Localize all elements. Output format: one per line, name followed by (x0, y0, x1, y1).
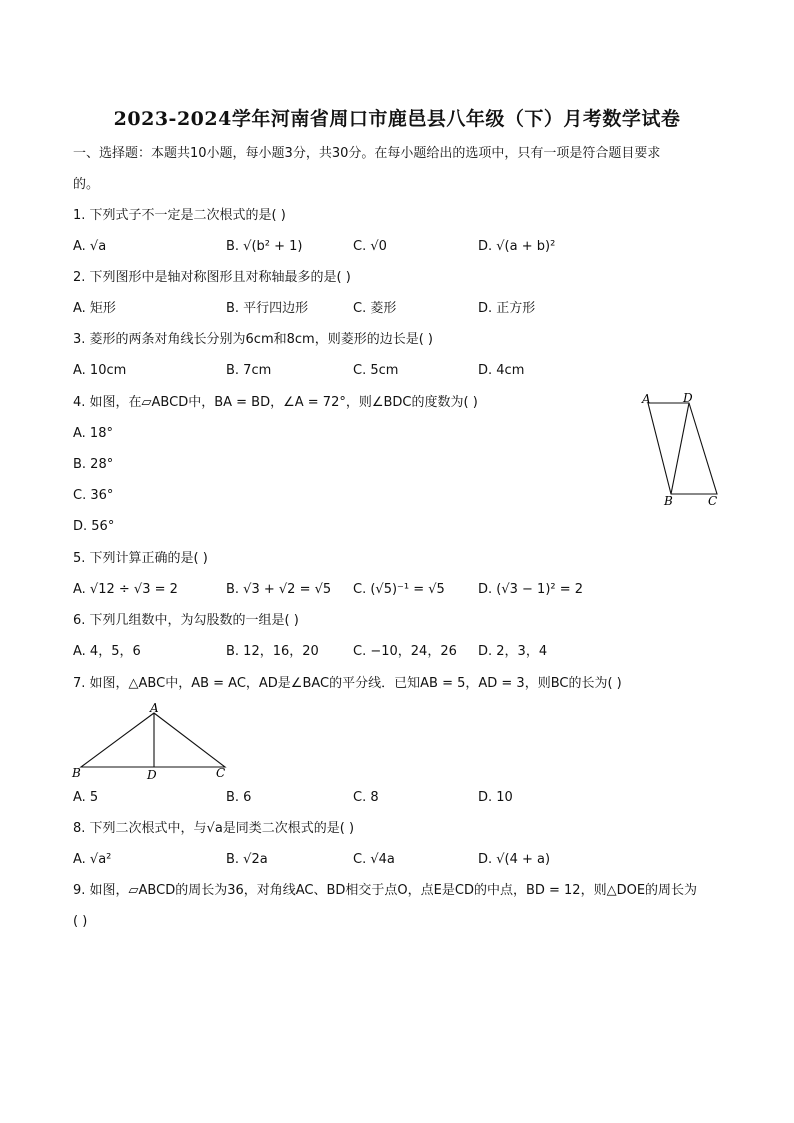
label-c: C (216, 766, 226, 780)
q4-option-a[interactable]: A. 18° (73, 426, 113, 441)
question-3-options (73, 361, 593, 381)
q6-option-c[interactable]: C. −10，24，26 (353, 644, 457, 659)
q4-option-b[interactable]: B. 28° (73, 457, 114, 472)
question-5-options (73, 580, 593, 600)
q8-option-a[interactable]: A. √a² (73, 852, 112, 867)
q1-option-d[interactable]: D. √(a + b)² (478, 239, 556, 254)
q8-option-c[interactable]: C. √4a (353, 852, 395, 867)
label-a: A (150, 701, 159, 715)
q5-option-a[interactable]: A. √12 ÷ √3 = 2 (73, 582, 178, 597)
question-4-stem: 4. 如图，在▱ABCD中，BA = BD，∠A = 72°，则∠BDC的度数为( ) (73, 395, 478, 410)
label-b: B (664, 494, 673, 508)
question-6-stem: 6. 下列几组数中，为勾股数的一组是( ) (73, 613, 299, 628)
triangle-figure (68, 700, 238, 782)
label-d: D (147, 768, 157, 782)
q2-option-d[interactable]: D. 正方形 (478, 301, 536, 316)
question-6-options (73, 642, 593, 662)
q3-option-d[interactable]: D. 4cm (478, 363, 525, 378)
q5-option-c[interactable]: C. (√5)⁻¹ = √5 (353, 582, 445, 597)
question-1-stem: 1. 下列式子不一定是二次根式的是( ) (73, 208, 286, 223)
q5-option-d[interactable]: D. (√3 − 1)² = 2 (478, 582, 584, 597)
q7-option-d[interactable]: D. 10 (478, 790, 513, 805)
section-heading-line1: 一、选择题：本题共10小题，每小题3分，共30分。在每小题给出的选项中，只有一项是符合题目要求 (73, 146, 661, 161)
q4-option-c[interactable]: C. 36° (73, 488, 114, 503)
q8-option-d[interactable]: D. √(4 + a) (478, 852, 551, 867)
q2-option-a[interactable]: A. 矩形 (73, 301, 116, 316)
question-3-stem: 3. 菱形的两条对角线长分别为6cm和8cm，则菱形的边长是( ) (73, 332, 433, 347)
q2-option-b[interactable]: B. 平行四边形 (226, 301, 309, 316)
question-7-stem: 7. 如图，△ABC中，AB = AC，AD是∠BAC的平分线．已知AB = 5，AD = 3，则BC的长为( ) (73, 676, 622, 691)
parallelogram-figure (636, 390, 726, 508)
q7-option-a[interactable]: A. 5 (73, 790, 99, 805)
question-8-options (73, 850, 593, 870)
q5-option-b[interactable]: B. √3 + √2 = √5 (226, 582, 332, 597)
q4-option-d[interactable]: D. 56° (73, 519, 115, 534)
question-9-stem: 9. 如图，▱ABCD的周长为36，对角线AC、BD相交于点O，点E是CD的中点，BD = 12，则△DOE的周长为 (73, 883, 698, 898)
q2-option-c[interactable]: C. 菱形 (353, 301, 397, 316)
q6-option-b[interactable]: B. 12，16，20 (226, 644, 319, 659)
question-7-options (73, 788, 593, 808)
diagonal-bd (671, 403, 689, 494)
q1-option-a[interactable]: A. √a (73, 239, 107, 254)
question-2-stem: 2. 下列图形中是轴对称图形且对称轴最多的是( ) (73, 270, 351, 285)
section-heading-line2: 的。 (73, 177, 100, 192)
label-c: C (708, 494, 718, 508)
question-1-options (73, 237, 593, 257)
q1-option-b[interactable]: B. √(b² + 1) (226, 239, 303, 254)
triangle-abc (81, 713, 225, 767)
q8-option-b[interactable]: B. √2a (226, 852, 268, 867)
q3-option-c[interactable]: C. 5cm (353, 363, 399, 378)
question-2-options (73, 299, 593, 319)
q3-option-b[interactable]: B. 7cm (226, 363, 272, 378)
question-8-stem: 8. 下列二次根式中，与√a是同类二次根式的是( ) (73, 821, 355, 836)
q6-option-a[interactable]: A. 4，5，6 (73, 644, 141, 659)
label-d: D (683, 391, 693, 405)
question-9-stem-cont: ( ) (73, 914, 88, 929)
question-5-stem: 5. 下列计算正确的是( ) (73, 551, 208, 566)
label-b: B (72, 766, 81, 780)
q7-option-b[interactable]: B. 6 (226, 790, 252, 805)
label-a: A (642, 392, 651, 406)
q1-option-c[interactable]: C. √0 (353, 239, 387, 254)
q7-option-c[interactable]: C. 8 (353, 790, 379, 805)
q3-option-a[interactable]: A. 10cm (73, 363, 127, 378)
exam-title: 2023-2024学年河南省周口市鹿邑县八年级（下）月考数学试卷 (113, 108, 681, 130)
parallelogram-abcd (648, 403, 717, 494)
q6-option-d[interactable]: D. 2，3，4 (478, 644, 548, 659)
